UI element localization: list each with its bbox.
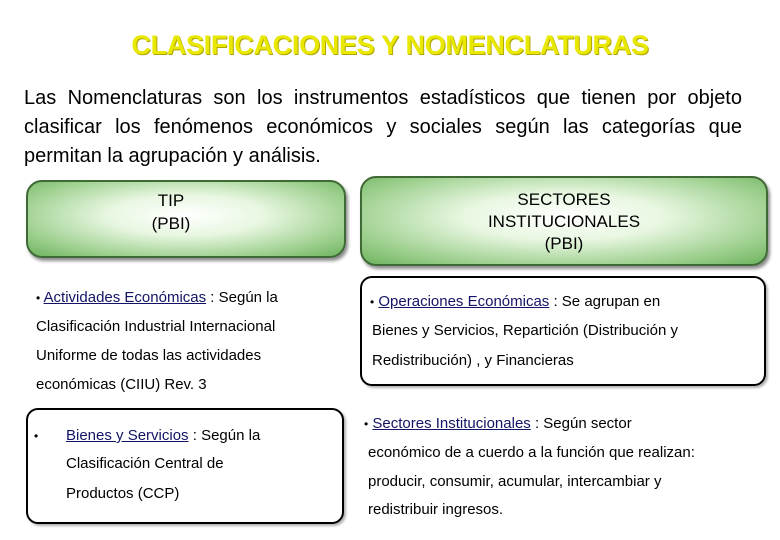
- bienes-line3: Productos (CCP): [66, 485, 180, 502]
- bienes-line1: [34, 427, 38, 444]
- page-title: CLASIFICACIONES Y NOMENCLATURAS: [131, 30, 649, 60]
- actividades-line2: Clasificación Industrial Internacional: [36, 318, 276, 335]
- sectores-institucionales-term: Sectores Institucionales: [372, 415, 531, 432]
- sectores-line2: económico de a cuerdo a la función que realizan:: [368, 444, 695, 461]
- actividades-economicas-term: Actividades Económicas: [43, 289, 207, 306]
- actividades-line1: [36, 289, 278, 306]
- bullet: •: [36, 291, 41, 305]
- bienes-line1-text: [66, 427, 260, 444]
- bienes-servicios-term: Bienes y Servicios: [66, 427, 189, 444]
- operaciones-economicas-term: Operaciones Económicas: [378, 293, 550, 310]
- tip-pbi-header: [26, 180, 346, 258]
- sectores-header-line2: INSTITUCIONALES: [487, 212, 641, 231]
- sectores-line3: producir, consumir, acumular, intercambiar y: [368, 473, 662, 490]
- bienes-line2: Clasificación Central de: [66, 455, 224, 472]
- bienes-rest: : Según la: [188, 427, 261, 444]
- operaciones-line1: [370, 293, 660, 310]
- sectores-header-line1: SECTORES: [517, 190, 611, 209]
- intro-paragraph: Las Nomenclaturas son los instrumentos estadísticos que tienen por objeto clasificar los fenómenos económicos y sociales según las categorías que permitan la agrupación y análisis.: [24, 87, 742, 167]
- bullet: •: [370, 295, 375, 309]
- operaciones-rest: : Se agrupan en: [549, 293, 661, 310]
- sectores-header-line3: (PBI): [544, 234, 584, 253]
- bullet: •: [364, 417, 369, 431]
- tip-header-line2: (PBI): [151, 214, 191, 233]
- sectores-line1: [364, 415, 632, 432]
- operaciones-line3: Redistribución) , y Financieras: [372, 352, 574, 369]
- operaciones-line2: Bienes y Servicios, Repartición (Distribución y: [372, 322, 678, 339]
- sectores-line4: redistribuir ingresos.: [368, 501, 504, 518]
- sectores-rest: : Según sector: [530, 415, 632, 432]
- bullet: •: [34, 429, 39, 443]
- actividades-line4: económicas (CIIU) Rev. 3: [36, 376, 207, 393]
- tip-header-line1: TIP: [157, 191, 185, 210]
- actividades-rest: : Según la: [206, 289, 278, 306]
- sectores-institucionales-header: [360, 176, 768, 266]
- actividades-line3: Uniforme de todas las actividades: [36, 347, 262, 364]
